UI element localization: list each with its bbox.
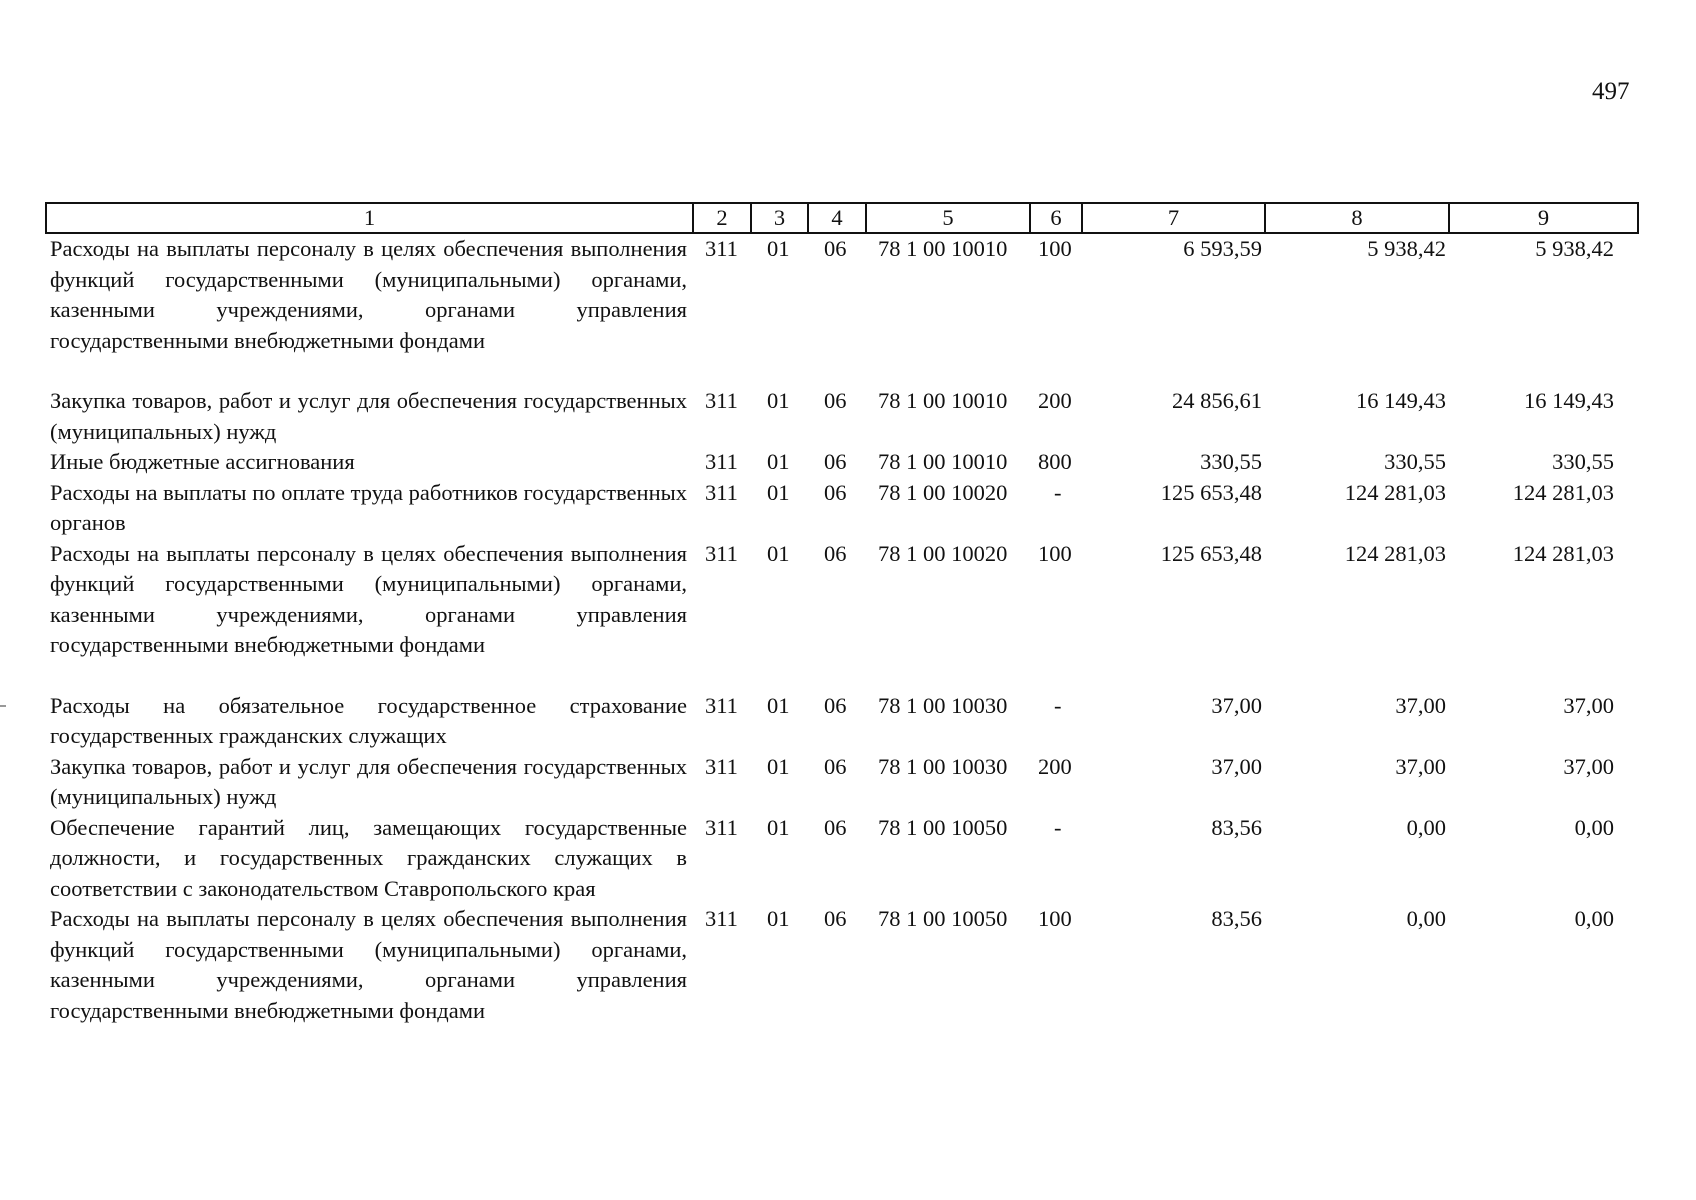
ministry-code: 311 bbox=[705, 814, 738, 840]
expense-name: Иные бюджетные ассигнования bbox=[50, 449, 355, 474]
target-article: 78 1 00 10010 bbox=[878, 388, 1008, 413]
subsection-code: 06 bbox=[824, 906, 847, 931]
amount-col-7: 125 653,48 bbox=[1160, 479, 1262, 505]
amount-col-7: 24 856,61 bbox=[1172, 388, 1262, 413]
header-col-1: 1 bbox=[46, 203, 693, 233]
subsection-code: 06 bbox=[824, 540, 847, 566]
table-header bbox=[46, 203, 1638, 233]
amount-col-8: 37,00 bbox=[1395, 692, 1446, 718]
header-col-5: 5 bbox=[866, 203, 1030, 233]
ministry-code: 311 bbox=[705, 906, 738, 931]
expense-name: Закупка товаров, работ и услуг для обеспечения государственных (муниципальных) нужд bbox=[50, 388, 687, 444]
subsection-code: 06 bbox=[824, 449, 847, 474]
table-body bbox=[46, 233, 1638, 1026]
expense-kind: 200 bbox=[1038, 753, 1072, 779]
expense-name: Расходы на выплаты по оплате труда работников государственных органов bbox=[50, 479, 687, 535]
header-col-9: 9 bbox=[1449, 203, 1638, 233]
expense-kind: - bbox=[1054, 692, 1062, 718]
expense-name: Обеспечение гарантий лиц, замещающих государственные должности, и государственных гражданских служащих в соответствии с законодательством Ставропольского края bbox=[50, 814, 687, 901]
expense-kind: 800 bbox=[1038, 449, 1072, 474]
ministry-code: 311 bbox=[705, 236, 738, 261]
target-article: 78 1 00 10030 bbox=[878, 753, 1008, 779]
amount-col-9: 124 281,03 bbox=[1512, 479, 1614, 505]
table-row bbox=[46, 752, 1638, 813]
section-code: 01 bbox=[767, 906, 790, 931]
target-article: 78 1 00 10020 bbox=[878, 479, 1008, 505]
amount-col-9: 16 149,43 bbox=[1524, 388, 1614, 413]
amount-col-9: 124 281,03 bbox=[1512, 540, 1614, 566]
subsection-code: 06 bbox=[824, 479, 847, 505]
scan-edge-mark bbox=[0, 705, 6, 707]
page-number: 497 bbox=[1592, 78, 1630, 105]
header-col-7: 7 bbox=[1082, 203, 1265, 233]
target-article: 78 1 00 10050 bbox=[878, 906, 1008, 931]
section-code: 01 bbox=[767, 388, 790, 413]
ministry-code: 311 bbox=[705, 388, 738, 413]
table-row bbox=[46, 386, 1638, 447]
section-code: 01 bbox=[767, 814, 790, 840]
subsection-code: 06 bbox=[824, 236, 847, 261]
subsection-code: 06 bbox=[824, 388, 847, 413]
header-col-3: 3 bbox=[751, 203, 808, 233]
table-row bbox=[46, 813, 1638, 905]
amount-col-8: 37,00 bbox=[1395, 753, 1446, 779]
header-col-2: 2 bbox=[693, 203, 751, 233]
amount-col-7: 125 653,48 bbox=[1160, 540, 1262, 566]
table-row bbox=[46, 478, 1638, 539]
expense-name: Расходы на выплаты персоналу в целях обеспечения выполнения функций государственными (муниципальными) органами, казенными учреждениями, органами управления государственными внебюджетными фондами bbox=[50, 906, 687, 1023]
amount-col-8: 330,55 bbox=[1384, 449, 1446, 474]
expense-kind: 100 bbox=[1038, 236, 1072, 261]
amount-col-8: 5 938,42 bbox=[1367, 236, 1446, 261]
amount-col-7: 37,00 bbox=[1211, 692, 1262, 718]
amount-col-9: 0,00 bbox=[1574, 814, 1614, 840]
section-code: 01 bbox=[767, 479, 790, 505]
amount-col-9: 37,00 bbox=[1563, 692, 1614, 718]
ministry-code: 311 bbox=[705, 692, 738, 718]
subsection-code: 06 bbox=[824, 814, 847, 840]
expense-name: Расходы на выплаты персоналу в целях обеспечения выполнения функций государственными (муниципальными) органами, казенными учреждениями, органами управления государственными внебюджетными фондами bbox=[50, 236, 687, 353]
header-col-4: 4 bbox=[808, 203, 866, 233]
amount-col-7: 330,55 bbox=[1200, 449, 1262, 474]
table-row bbox=[46, 691, 1638, 752]
amount-col-9: 5 938,42 bbox=[1535, 236, 1614, 261]
header-row bbox=[46, 203, 1638, 233]
ministry-code: 311 bbox=[705, 540, 738, 566]
amount-col-9: 330,55 bbox=[1552, 449, 1614, 474]
table-row bbox=[46, 904, 1638, 1026]
amount-col-7: 6 593,59 bbox=[1183, 236, 1262, 261]
expense-kind: - bbox=[1054, 814, 1062, 840]
section-code: 01 bbox=[767, 753, 790, 779]
ministry-code: 311 bbox=[705, 449, 738, 474]
section-code: 01 bbox=[767, 449, 790, 474]
target-article: 78 1 00 10020 bbox=[878, 540, 1008, 566]
amount-col-7: 37,00 bbox=[1211, 753, 1262, 779]
section-code: 01 bbox=[767, 540, 790, 566]
table-row bbox=[46, 539, 1638, 691]
expense-name: Расходы на выплаты персоналу в целях обеспечения выполнения функций государственными (муниципальными) органами, казенными учреждениями, органами управления государственными внебюджетными фондами bbox=[50, 540, 687, 657]
amount-col-8: 0,00 bbox=[1406, 906, 1446, 931]
amount-col-8: 124 281,03 bbox=[1344, 540, 1446, 566]
amount-col-9: 37,00 bbox=[1563, 753, 1614, 779]
target-article: 78 1 00 10030 bbox=[878, 692, 1008, 718]
ministry-code: 311 bbox=[705, 753, 738, 779]
expense-name: Закупка товаров, работ и услуг для обеспечения государственных (муниципальных) нужд bbox=[50, 753, 687, 809]
subsection-code: 06 bbox=[824, 753, 847, 779]
amount-col-9: 0,00 bbox=[1574, 906, 1614, 931]
ministry-code: 311 bbox=[705, 479, 738, 505]
section-code: 01 bbox=[767, 692, 790, 718]
amount-col-7: 83,56 bbox=[1211, 906, 1262, 931]
expense-kind: - bbox=[1054, 479, 1062, 505]
target-article: 78 1 00 10010 bbox=[878, 449, 1008, 474]
header-col-6: 6 bbox=[1030, 203, 1082, 233]
expense-kind: 100 bbox=[1038, 540, 1072, 566]
expense-name: Расходы на обязательное государственное страхование государственных гражданских служащих bbox=[50, 692, 687, 748]
budget-table bbox=[45, 202, 1639, 1026]
amount-col-8: 0,00 bbox=[1406, 814, 1446, 840]
amount-col-8: 16 149,43 bbox=[1356, 388, 1446, 413]
section-code: 01 bbox=[767, 236, 790, 261]
target-article: 78 1 00 10050 bbox=[878, 814, 1008, 840]
expense-kind: 200 bbox=[1038, 388, 1072, 413]
subsection-code: 06 bbox=[824, 692, 847, 718]
table-row bbox=[46, 233, 1638, 386]
expense-kind: 100 bbox=[1038, 906, 1072, 931]
amount-col-7: 83,56 bbox=[1211, 814, 1262, 840]
table-row bbox=[46, 447, 1638, 478]
header-col-8: 8 bbox=[1265, 203, 1449, 233]
target-article: 78 1 00 10010 bbox=[878, 236, 1008, 261]
amount-col-8: 124 281,03 bbox=[1344, 479, 1446, 505]
